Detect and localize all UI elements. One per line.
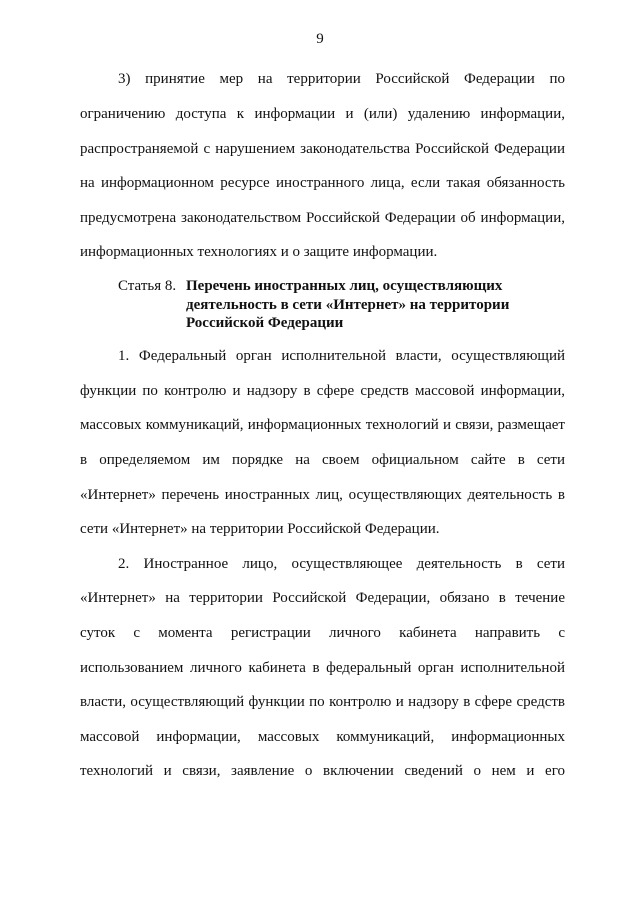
item-2-line-3: суток с момента регистрации личного кабинета направить с (80, 625, 565, 641)
item-2-line-6: массовой информации, массовых коммуникаций, информационных (80, 729, 565, 745)
item-2-line-5: власти, осуществляющий функции по контролю и надзору в сфере средств (80, 694, 565, 710)
paragraph-3-line-6: информационных технологиях и о защите информации. (80, 244, 438, 260)
paragraph-3-line-4: на информационном ресурсе иностранного лица, если такая обязанность (80, 175, 565, 191)
article-title-line-2: деятельность в сети «Интернет» на территории (186, 297, 510, 313)
page-number: 9 (316, 31, 324, 47)
item-2-line-7: технологий и связи, заявление о включении сведений о нем и его (80, 763, 565, 779)
article-title-line-3: Российской Федерации (186, 315, 344, 331)
paragraph-3-line-5: предусмотрена законодательством Российской Федерации об информации, (80, 210, 565, 226)
item-1-line-6: сети «Интернет» на территории Российской Федерации. (80, 521, 440, 537)
item-1-line-2: функции по контролю и надзору в сфере средств массовой информации, (80, 383, 565, 399)
item-2-line-1: 2. Иностранное лицо, осуществляющее деятельность в сети (118, 556, 565, 572)
paragraph-3-line-2: ограничению доступа к информации и (или) удалению информации, (80, 106, 565, 122)
paragraph-3-line-3: распространяемой с нарушением законодательства Российской Федерации (80, 141, 565, 157)
article-label: Статья 8. (118, 278, 177, 294)
item-1-line-5: «Интернет» перечень иностранных лиц, осуществляющих деятельность в (80, 487, 565, 503)
item-1-line-1: 1. Федеральный орган исполнительной власти, осуществляющий (118, 348, 565, 364)
item-1-line-4: в определяемом им порядке на своем официальном сайте в сети (80, 452, 565, 468)
item-2-line-2: «Интернет» на территории Российской Федерации, обязано в течение (80, 590, 565, 606)
article-title-line-1: Перечень иностранных лиц, осуществляющих (186, 278, 503, 294)
item-2-line-4: использованием личного кабинета в федеральный орган исполнительной (80, 660, 565, 676)
paragraph-3-line-1: 3) принятие мер на территории Российской Федерации по (118, 71, 565, 87)
item-1-line-3: массовых коммуникаций, информационных технологий и связи, размещает (80, 417, 565, 433)
